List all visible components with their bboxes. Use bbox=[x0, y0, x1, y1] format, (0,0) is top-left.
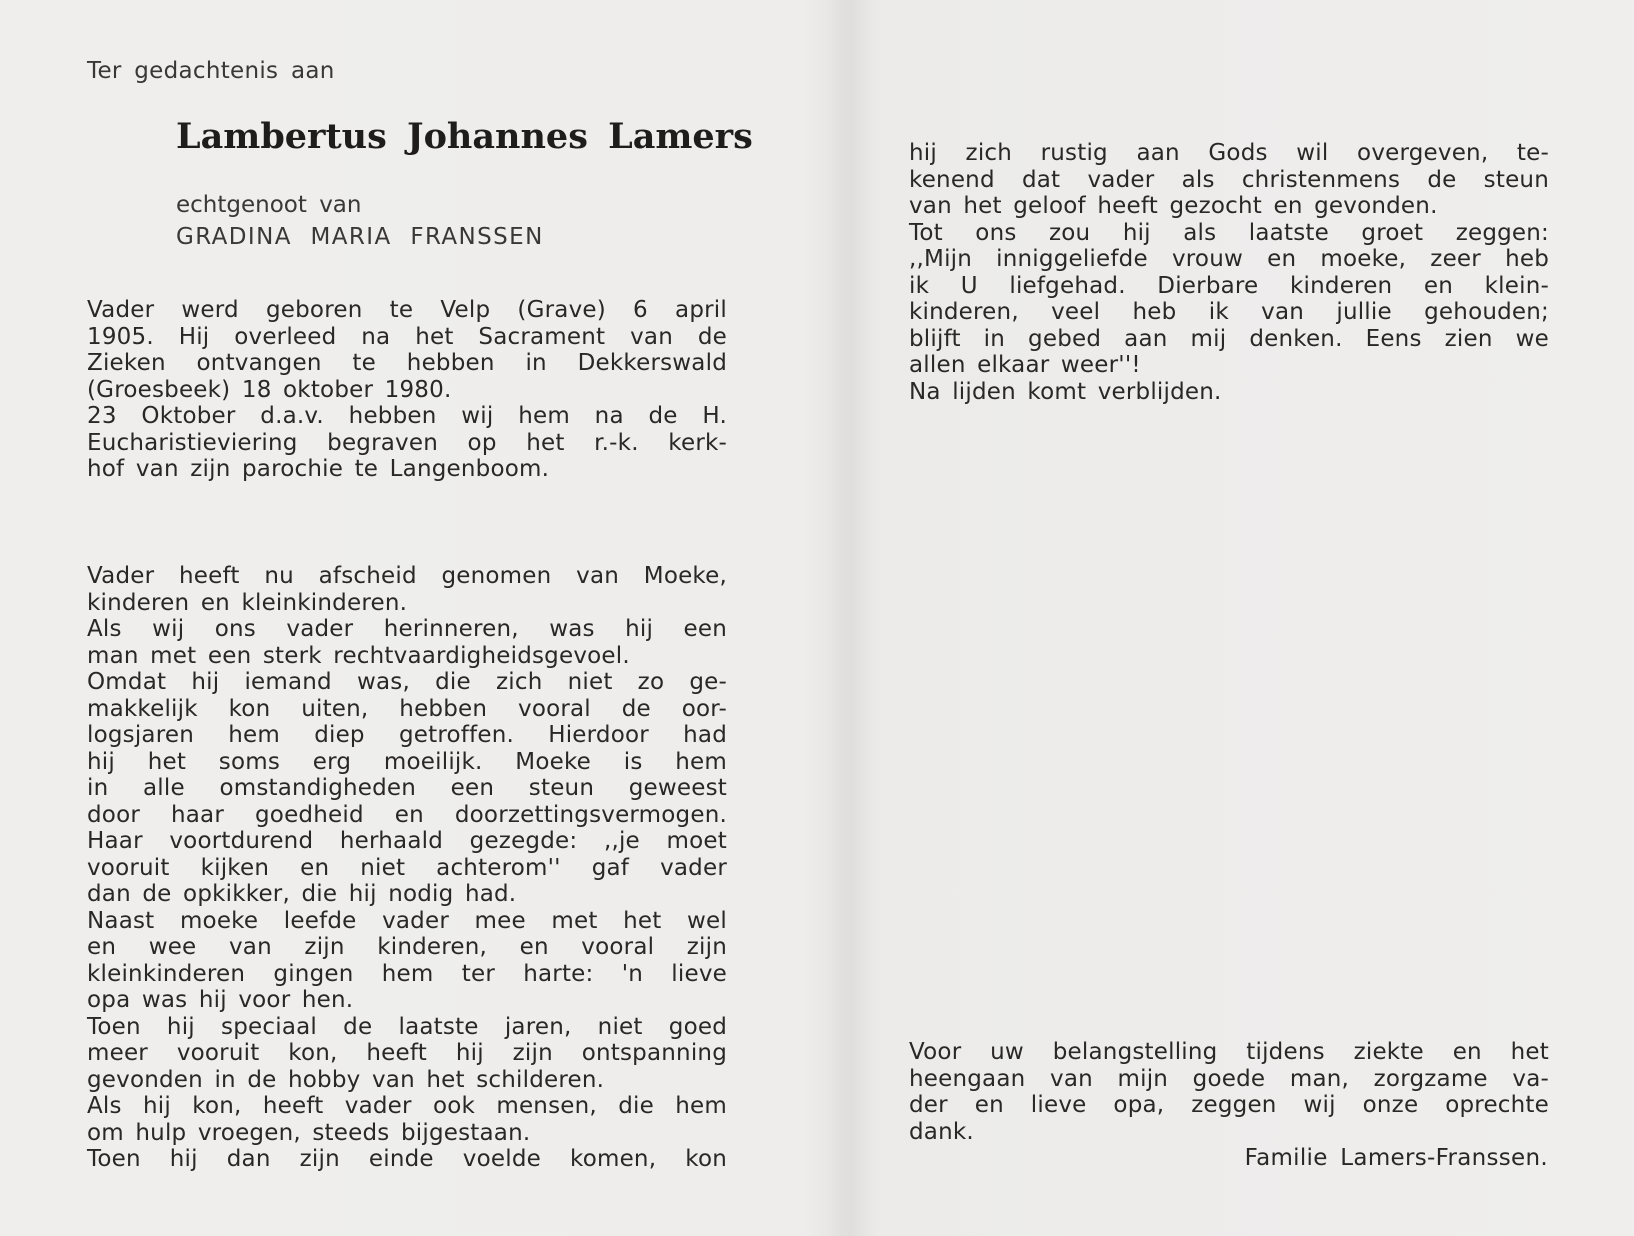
tribute-line: Haar voortdurend herhaald gezegde: ,,je moet bbox=[87, 828, 727, 854]
tribute-line: kinderen en kleinkinderen. bbox=[87, 589, 408, 616]
continuation-line: ik U liefgehad. Dierbare kinderen en klein- bbox=[909, 272, 1549, 299]
tribute-line: om hulp vroegen, steeds bijgestaan. bbox=[87, 1119, 531, 1146]
tribute-line: Vader heeft nu afscheid genomen van Moeke, bbox=[87, 563, 727, 589]
card-fold bbox=[826, 0, 876, 1236]
bio-line: hof van zijn parochie te Langenboom. bbox=[87, 456, 550, 482]
tribute-line: en wee van zijn kinderen, en vooral zijn bbox=[87, 934, 727, 960]
tribute-line: opa was hij voor hen. bbox=[87, 987, 354, 1013]
tribute-line: kleinkinderen gingen hem ter harte: 'n lieve bbox=[87, 960, 727, 987]
biography-paragraph bbox=[87, 297, 727, 483]
tribute-line: Als hij kon, heeft vader ook mensen, die hem bbox=[87, 1093, 727, 1119]
tribute-line: in alle omstandigheden een steun geweest bbox=[87, 775, 727, 801]
tribute-line: dan de opkikker, die hij nodig had. bbox=[87, 881, 517, 907]
spouse-name: GRADINA MARIA FRANSSEN bbox=[176, 224, 544, 250]
continuation-line: hij zich rustig aan Gods wil overgeven, te- bbox=[909, 140, 1549, 166]
bio-line: (Groesbeek) 18 oktober 1980. bbox=[87, 376, 452, 403]
tribute-line: makkelijk kon uiten, hebben vooral de oor- bbox=[87, 695, 727, 722]
thanks-paragraph bbox=[909, 1039, 1549, 1145]
continuation-paragraph bbox=[909, 140, 1549, 405]
bio-line: 1905. Hij overleed na het Sacrament van de bbox=[87, 323, 727, 350]
tribute-line: hij het soms erg moeilijk. Moeke is hem bbox=[87, 748, 727, 775]
tribute-line: Toen hij dan zijn einde voelde komen, kon bbox=[87, 1146, 727, 1172]
spouse-label: echtgenoot van bbox=[176, 192, 362, 218]
tribute-line: Omdat hij iemand was, die zich niet zo ge- bbox=[87, 669, 727, 695]
family-signature: Familie Lamers-Franssen. bbox=[1244, 1145, 1548, 1171]
tribute-line: vooruit kijken en niet achterom'' gaf vader bbox=[87, 854, 727, 881]
tribute-line: meer vooruit kon, heeft hij zijn ontspanning bbox=[87, 1040, 727, 1066]
continuation-line: kinderen, veel heb ik van jullie gehouden; bbox=[909, 299, 1549, 325]
continuation-line: van het geloof heeft gezocht en gevonden. bbox=[909, 193, 1438, 219]
tribute-line: Toen hij speciaal de laatste jaren, niet goed bbox=[87, 1013, 727, 1040]
tribute-line: Als wij ons vader herinneren, was hij een bbox=[87, 616, 727, 642]
thanks-line: der en lieve opa, zeggen wij onze oprechte bbox=[909, 1092, 1549, 1118]
continuation-line: allen elkaar weer''! bbox=[909, 352, 1141, 378]
thanks-line: heengaan van mijn goede man, zorgzame va- bbox=[909, 1065, 1549, 1092]
tribute-line: gevonden in de hobby van het schilderen. bbox=[87, 1066, 605, 1093]
bio-line: 23 Oktober d.a.v. hebben wij hem na de H. bbox=[87, 403, 727, 429]
thanks-line: dank. bbox=[909, 1118, 974, 1145]
deceased-name: Lambertus Johannes Lamers bbox=[176, 116, 753, 157]
tribute-paragraph bbox=[87, 563, 727, 1173]
continuation-line: Tot ons zou hij als laatste groet zeggen: bbox=[909, 219, 1549, 246]
continuation-line: kenend dat vader als christenmens de steun bbox=[909, 166, 1549, 193]
thanks-line: Voor uw belangstelling tijdens ziekte en het bbox=[909, 1039, 1549, 1065]
tribute-line: Naast moeke leefde vader mee met het wel bbox=[87, 907, 727, 934]
tribute-line: logsjaren hem diep getroffen. Hierdoor had bbox=[87, 722, 727, 748]
continuation-line: ,,Mijn inniggeliefde vrouw en moeke, zeer heb bbox=[909, 246, 1549, 272]
bio-line: Zieken ontvangen te hebben in Dekkerswald bbox=[87, 350, 727, 376]
bio-line: Eucharistieviering begraven op het r.-k. kerk- bbox=[87, 429, 727, 456]
bio-line: Vader werd geboren te Velp (Grave) 6 april bbox=[87, 297, 727, 323]
tribute-line: door haar goedheid en doorzettingsvermogen. bbox=[87, 801, 727, 828]
continuation-line: blijft in gebed aan mij denken. Eens zien we bbox=[909, 325, 1549, 352]
tribute-line: man met een sterk rechtvaardigheidsgevoel. bbox=[87, 642, 630, 669]
continuation-line: Na lijden komt verblijden. bbox=[909, 378, 1222, 405]
intro-text: Ter gedachtenis aan bbox=[87, 58, 335, 84]
